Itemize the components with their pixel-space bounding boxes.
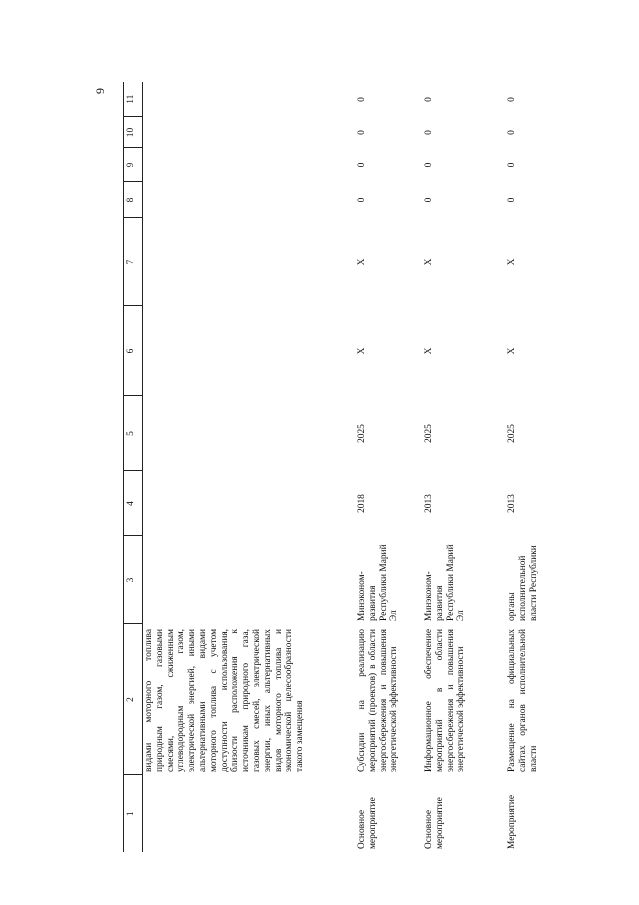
value-cell: 0 [424, 130, 434, 135]
value-cell [143, 182, 356, 218]
row-type-cell: Основное мероприятие [424, 797, 445, 849]
value-cell: Х [507, 258, 517, 266]
header-cell: 10 [124, 117, 143, 148]
value-cell [143, 117, 356, 148]
end-year-cell: 2025 [507, 424, 517, 443]
header-cell: 11 [124, 82, 143, 117]
table-row [505, 82, 564, 852]
table-row [355, 82, 422, 852]
value-cell: 0 [507, 130, 517, 135]
table-row [143, 82, 356, 852]
header-cell: 7 [124, 218, 143, 306]
end-year-cell: 2025 [357, 424, 367, 443]
value-cell: 0 [357, 97, 367, 102]
executor-cell: органы исполнительной власти Республики [507, 545, 539, 621]
value-cell: 0 [507, 197, 517, 203]
value-cell: Х [357, 258, 367, 266]
header-cell: 9 [124, 148, 143, 182]
description-cell: Информационное обеспечение мероприятий в области энергосбережения и повышения энергетической эффективности [424, 629, 467, 772]
header-cell: 4 [124, 471, 143, 536]
value-cell [143, 218, 356, 306]
description-cell: видами моторного топлива природным газом, газовыми смесями, сжиженным углеводородным газом, электрической энергией, иными альтернативными видами моторного топлива с учетом доступности использования, близости расположения к источникам природного газа, газовых смесей, электрической энергии, иных альтернативных видов моторного топлива и экономической целесообразности такого замещения [144, 629, 306, 772]
description-cell: Субсидии на реализацию мероприятий (проектов) в области энергосбережения и повышения энергетической эффективности [357, 629, 400, 772]
table-row [422, 82, 505, 852]
value-cell [143, 82, 356, 117]
description-cell: Размещение на официальных сайтах органов исполнительной власти [507, 629, 539, 772]
value-cell [143, 148, 356, 182]
value-cell: 0 [357, 162, 367, 168]
end-year-cell: 2025 [424, 424, 434, 443]
header-cell: 1 [124, 775, 143, 852]
header-row [124, 82, 143, 852]
start-year-cell: 2018 [357, 494, 367, 513]
value-cell: 0 [507, 97, 517, 102]
executor-cell: Минэконом-развития Республики Марий Эл [357, 544, 400, 621]
value-cell: Х [357, 347, 367, 355]
value-cell: Х [424, 258, 434, 266]
header-cell: 5 [124, 396, 143, 471]
value-cell: 0 [424, 197, 434, 203]
executor-cell [143, 536, 356, 624]
value-cell: 0 [507, 162, 517, 168]
header-cell: 3 [124, 536, 143, 624]
value-cell: 0 [424, 97, 434, 102]
executor-cell: Минэконом-развития Республики Марий Эл [424, 544, 467, 621]
header-cell: 2 [124, 624, 143, 775]
end-year-cell [143, 396, 356, 471]
row-type-cell: Основное мероприятие [357, 797, 378, 849]
row-type-cell [143, 775, 356, 852]
value-cell: 0 [424, 162, 434, 168]
program-table [123, 82, 564, 852]
value-cell: 0 [357, 197, 367, 203]
value-cell: Х [424, 347, 434, 355]
rotated-table-container [123, 82, 573, 852]
start-year-cell: 2013 [507, 494, 517, 513]
value-cell [143, 306, 356, 396]
header-cell: 8 [124, 182, 143, 218]
start-year-cell [143, 471, 356, 536]
header-cell: 6 [124, 306, 143, 396]
value-cell: Х [507, 347, 517, 355]
page-number: 9 [93, 88, 107, 94]
value-cell: 0 [357, 130, 367, 135]
row-type-cell: Мероприятие [507, 794, 517, 849]
start-year-cell: 2013 [424, 494, 434, 513]
